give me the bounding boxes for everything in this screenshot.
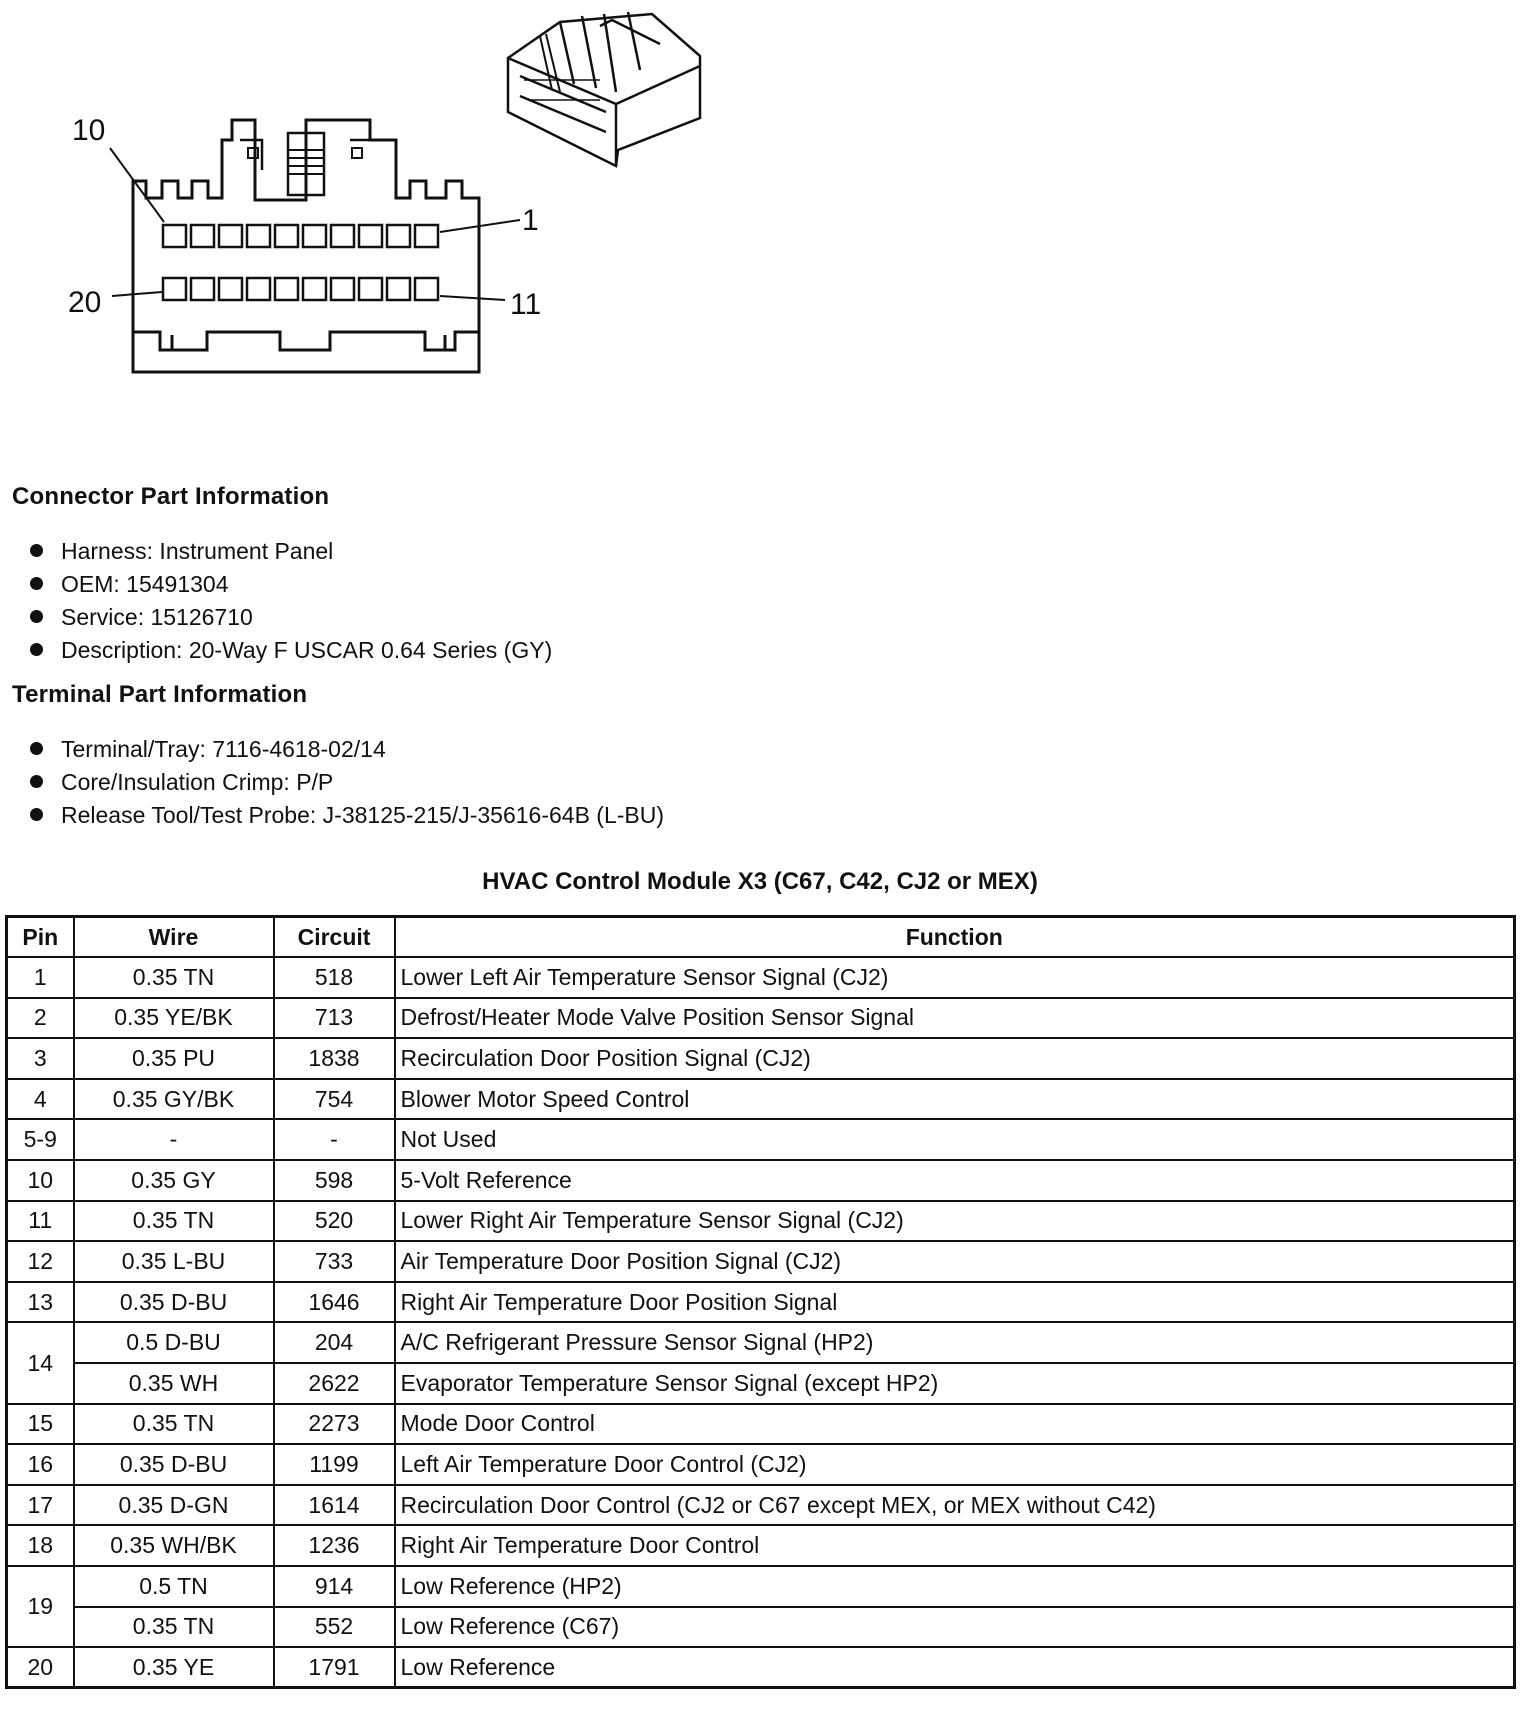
cell-wire: 0.5 D-BU <box>74 1322 274 1363</box>
cell-function: Air Temperature Door Position Signal (CJ2) <box>395 1241 1515 1282</box>
cell-circuit: 1838 <box>274 1038 395 1079</box>
cell-pin: 20 <box>7 1647 74 1688</box>
table-row <box>7 1322 1515 1363</box>
terminal-info-title: Terminal Part Information <box>12 681 308 708</box>
cell-pin: 3 <box>7 1038 74 1079</box>
table-header-row <box>7 917 1515 958</box>
table-row <box>7 1201 1515 1242</box>
pinout-table <box>5 915 1516 1689</box>
cell-circuit: 520 <box>274 1201 395 1242</box>
cell-wire: 0.35 WH <box>74 1363 274 1404</box>
header-function: Function <box>395 917 1515 958</box>
cell-circuit: 713 <box>274 998 395 1039</box>
header-wire: Wire <box>74 917 274 958</box>
connector-info-list <box>30 535 552 667</box>
bullet-icon <box>30 775 43 788</box>
bullet-icon <box>30 643 43 656</box>
pin-row-top <box>163 225 438 247</box>
connector-info-title: Connector Part Information <box>12 483 330 510</box>
cell-pin: 5-9 <box>7 1119 74 1160</box>
table-row <box>7 957 1515 998</box>
cell-pin: 12 <box>7 1241 74 1282</box>
cell-circuit: 552 <box>274 1607 395 1648</box>
cell-wire: - <box>74 1119 274 1160</box>
cell-function: Lower Right Air Temperature Sensor Signal (CJ2) <box>395 1201 1515 1242</box>
cell-function: Defrost/Heater Mode Valve Position Sensor Signal <box>395 998 1515 1039</box>
table-row <box>7 1525 1515 1566</box>
header-pin: Pin <box>7 917 74 958</box>
bullet-icon <box>30 742 43 755</box>
cell-wire: 0.35 L-BU <box>74 1241 274 1282</box>
table-row <box>7 1566 1515 1607</box>
cell-circuit: 2273 <box>274 1404 395 1445</box>
cell-circuit: 733 <box>274 1241 395 1282</box>
cell-pin: 14 <box>7 1322 74 1403</box>
cell-function: Mode Door Control <box>395 1404 1515 1445</box>
cell-function: Low Reference (HP2) <box>395 1566 1515 1607</box>
cell-wire: 0.35 YE <box>74 1647 274 1688</box>
table-row <box>7 1241 1515 1282</box>
table-row <box>7 1404 1515 1445</box>
cell-wire: 0.5 TN <box>74 1566 274 1607</box>
pin-label-20: 20 <box>68 286 102 319</box>
cell-circuit: 1236 <box>274 1525 395 1566</box>
list-item: Terminal/Tray: 7116-4618-02/14 <box>30 733 664 766</box>
bullet-icon <box>30 544 43 557</box>
cell-circuit: 1791 <box>274 1647 395 1688</box>
table-row <box>7 1079 1515 1120</box>
cell-wire: 0.35 WH/BK <box>74 1525 274 1566</box>
cell-circuit: - <box>274 1119 395 1160</box>
cell-function: Recirculation Door Position Signal (CJ2) <box>395 1038 1515 1079</box>
table-row <box>7 1647 1515 1688</box>
list-item: Service: 15126710 <box>30 601 552 634</box>
cell-wire: 0.35 YE/BK <box>74 998 274 1039</box>
cell-wire: 0.35 TN <box>74 1404 274 1445</box>
terminal-info-list <box>30 733 664 832</box>
pin-label-1: 1 <box>522 204 539 237</box>
cell-pin: 1 <box>7 957 74 998</box>
bullet-icon <box>30 610 43 623</box>
cell-pin: 13 <box>7 1282 74 1323</box>
cell-circuit: 598 <box>274 1160 395 1201</box>
table-row <box>7 998 1515 1039</box>
cell-function: Evaporator Temperature Sensor Signal (except HP2) <box>395 1363 1515 1404</box>
cell-circuit: 1614 <box>274 1485 395 1526</box>
cell-circuit: 754 <box>274 1079 395 1120</box>
cell-wire: 0.35 GY <box>74 1160 274 1201</box>
cell-function: Recirculation Door Control (CJ2 or C67 except MEX, or MEX without C42) <box>395 1485 1515 1526</box>
cell-function: Low Reference <box>395 1647 1515 1688</box>
cell-wire: 0.35 TN <box>74 1201 274 1242</box>
cell-function: Right Air Temperature Door Control <box>395 1525 1515 1566</box>
cell-circuit: 518 <box>274 957 395 998</box>
cell-wire: 0.35 PU <box>74 1038 274 1079</box>
connector-diagram <box>0 0 760 400</box>
cell-wire: 0.35 GY/BK <box>74 1079 274 1120</box>
list-item: OEM: 15491304 <box>30 568 552 601</box>
table-row <box>7 1038 1515 1079</box>
bullet-icon <box>30 577 43 590</box>
cell-pin: 2 <box>7 998 74 1039</box>
cell-pin: 17 <box>7 1485 74 1526</box>
list-item: Harness: Instrument Panel <box>30 535 552 568</box>
list-item: Description: 20-Way F USCAR 0.64 Series (GY) <box>30 634 552 667</box>
cell-function: A/C Refrigerant Pressure Sensor Signal (HP2) <box>395 1322 1515 1363</box>
pin-row-bottom <box>163 278 438 300</box>
cell-wire: 0.35 D-GN <box>74 1485 274 1526</box>
cell-function: Lower Left Air Temperature Sensor Signal (CJ2) <box>395 957 1515 998</box>
connector-3d-icon <box>508 12 700 166</box>
cell-pin: 4 <box>7 1079 74 1120</box>
pin-label-10: 10 <box>72 114 106 147</box>
table-row <box>7 1444 1515 1485</box>
cell-function: Left Air Temperature Door Control (CJ2) <box>395 1444 1515 1485</box>
connector-bottom-features <box>133 332 479 350</box>
table-row <box>7 1607 1515 1648</box>
list-item: Release Tool/Test Probe: J-38125-215/J-35616-64B (L-BU) <box>30 799 664 832</box>
cell-circuit: 1199 <box>274 1444 395 1485</box>
cell-function: Blower Motor Speed Control <box>395 1079 1515 1120</box>
table-row <box>7 1119 1515 1160</box>
cell-wire: 0.35 TN <box>74 1607 274 1648</box>
table-row <box>7 1485 1515 1526</box>
cell-circuit: 914 <box>274 1566 395 1607</box>
pin-label-11: 11 <box>510 288 542 321</box>
cell-circuit: 2622 <box>274 1363 395 1404</box>
cell-wire: 0.35 D-BU <box>74 1444 274 1485</box>
cell-circuit: 1646 <box>274 1282 395 1323</box>
cell-wire: 0.35 D-BU <box>74 1282 274 1323</box>
cell-function: Right Air Temperature Door Position Signal <box>395 1282 1515 1323</box>
cell-circuit: 204 <box>274 1322 395 1363</box>
cell-function: Low Reference (C67) <box>395 1607 1515 1648</box>
list-item: Core/Insulation Crimp: P/P <box>30 766 664 799</box>
cell-pin: 11 <box>7 1201 74 1242</box>
table-row <box>7 1160 1515 1201</box>
header-circuit: Circuit <box>274 917 395 958</box>
cell-pin: 16 <box>7 1444 74 1485</box>
cell-function: Not Used <box>395 1119 1515 1160</box>
table-row <box>7 1363 1515 1404</box>
cell-pin: 15 <box>7 1404 74 1445</box>
cell-function: 5-Volt Reference <box>395 1160 1515 1201</box>
cell-pin: 10 <box>7 1160 74 1201</box>
table-caption: HVAC Control Module X3 (C67, C42, CJ2 or MEX) <box>482 868 1038 895</box>
bullet-icon <box>30 808 43 821</box>
cell-wire: 0.35 TN <box>74 957 274 998</box>
cell-pin: 19 <box>7 1566 74 1647</box>
table-row <box>7 1282 1515 1323</box>
cell-pin: 18 <box>7 1525 74 1566</box>
